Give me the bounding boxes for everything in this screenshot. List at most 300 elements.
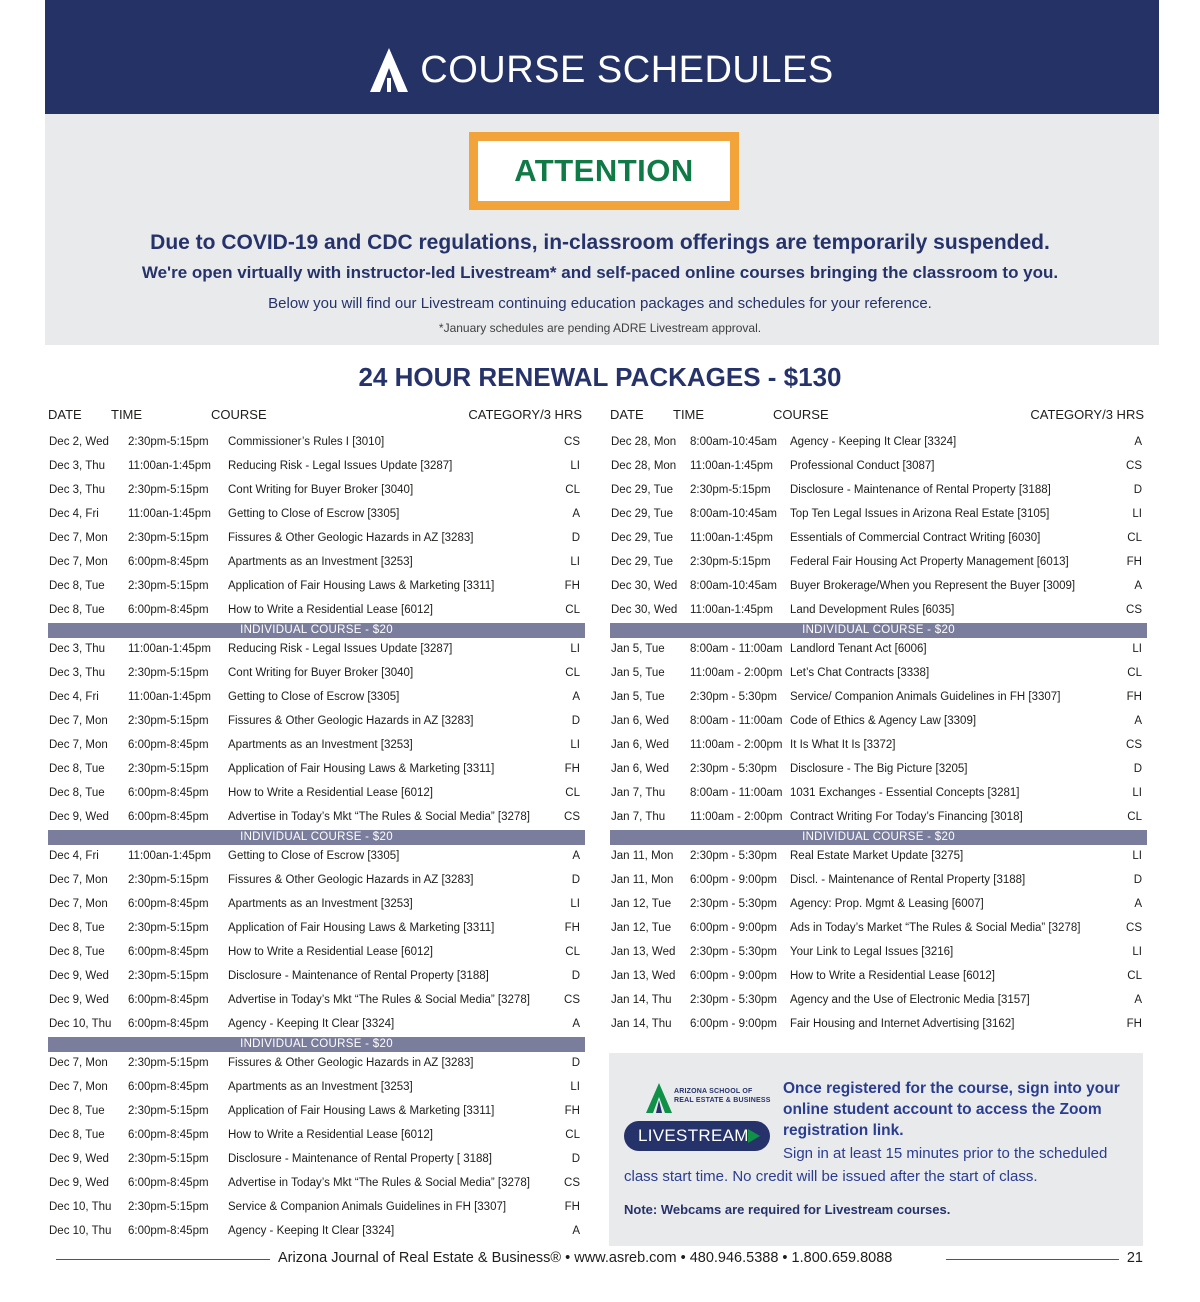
row-course: Service/ Companion Animals Guidelines in FH [3307] [790, 691, 1061, 703]
row-course: Application of Fair Housing Laws & Marketing [3311] [228, 580, 495, 592]
row-date: Dec 30, Wed [611, 580, 678, 592]
row-course: Top Ten Legal Issues in Arizona Real Estate [3105] [790, 508, 1050, 520]
row-time: 2:30pm - 5:30pm [690, 850, 777, 862]
row-date: Dec 10, Thu [49, 1201, 112, 1213]
row-course: Real Estate Market Update [3275] [790, 850, 964, 862]
row-date: Dec 8, Tue [49, 604, 105, 616]
row-course: Agency - Keeping It Clear [3324] [228, 1018, 395, 1030]
schedule-row [48, 479, 585, 503]
schedule-row [48, 869, 585, 893]
asreb-a-logo-icon [370, 48, 408, 92]
header-time: TIME [673, 407, 705, 422]
schedule-row [610, 686, 1147, 710]
row-category: CL [1127, 667, 1142, 679]
row-time: 2:30pm-5:15pm [128, 1105, 209, 1117]
row-course: Disclosure - Maintenance of Rental Property [ 3188] [228, 1153, 492, 1165]
row-course: Fissures & Other Geologic Hazards in AZ [3283] [228, 874, 474, 886]
schedule-row [48, 758, 585, 782]
row-category: A [572, 1225, 580, 1237]
schedule-row [610, 599, 1147, 623]
footer-text: Arizona Journal of Real Estate & Business® • www.asreb.com • 480.946.5388 • 1.800.659.8088 [278, 1250, 893, 1266]
row-time: 6:00pm-8:45pm [128, 994, 209, 1006]
row-date: Dec 28, Mon [611, 436, 677, 448]
row-category: CS [564, 1177, 580, 1189]
row-date: Dec 7, Mon [49, 556, 108, 568]
row-category: A [572, 508, 580, 520]
schedule-row [48, 686, 585, 710]
schedule-row [48, 551, 585, 575]
schedule-row [610, 782, 1147, 806]
row-date: Dec 8, Tue [49, 1129, 105, 1141]
info-note: Note: Webcams are required for Livestream courses. [624, 1202, 951, 1217]
row-course: Fissures & Other Geologic Hazards in AZ [3283] [228, 1057, 474, 1069]
schedule-row [610, 989, 1147, 1013]
row-time: 2:30pm-5:15pm [128, 1153, 209, 1165]
row-course: Federal Fair Housing Act Property Management [6013] [790, 556, 1069, 568]
schedule-row [610, 710, 1147, 734]
row-category: LI [570, 460, 580, 472]
row-category: FH [564, 922, 580, 934]
row-category: CS [564, 436, 580, 448]
schedule-row [610, 869, 1147, 893]
row-time: 2:30pm-5:15pm [128, 667, 209, 679]
row-category: A [1134, 994, 1142, 1006]
row-category: A [572, 1018, 580, 1030]
row-category: CL [565, 946, 580, 958]
row-date: Dec 8, Tue [49, 763, 105, 775]
livestream-info-box [609, 1053, 1143, 1246]
row-course: Apartments as an Investment [3253] [228, 898, 413, 910]
schedule-rows-right [610, 431, 1147, 1037]
row-date: Dec 10, Thu [49, 1018, 112, 1030]
row-category: CL [565, 787, 580, 799]
row-course: It Is What It Is [3372] [790, 739, 896, 751]
row-date: Dec 8, Tue [49, 787, 105, 799]
header-time: TIME [111, 407, 143, 422]
row-course: Disclosure - Maintenance of Rental Property [3188] [790, 484, 1051, 496]
row-course: How to Write a Residential Lease [6012] [790, 970, 995, 982]
row-course: Advertise in Today’s Mkt “The Rules & Social Media” [3278] [228, 811, 530, 823]
row-category: CL [1127, 811, 1142, 823]
row-date: Jan 6, Wed [611, 739, 669, 751]
schedule-row [610, 734, 1147, 758]
row-course: Getting to Close of Escrow [3305] [228, 508, 400, 520]
attention-label: ATTENTION [514, 153, 694, 188]
row-date: Dec 3, Thu [49, 667, 106, 679]
row-time: 2:30pm-5:15pm [128, 580, 209, 592]
row-date: Dec 29, Tue [611, 556, 674, 568]
row-time: 6:00pm-8:45pm [128, 739, 209, 751]
row-time: 6:00pm-8:45pm [128, 556, 209, 568]
row-category: LI [1132, 946, 1142, 958]
row-course: Agency - Keeping It Clear [3324] [228, 1225, 395, 1237]
row-course: Code of Ethics & Agency Law [3309] [790, 715, 977, 727]
header-category: CATEGORY/3 HRS [1030, 407, 1144, 422]
row-category: CS [1126, 739, 1142, 751]
row-category: LI [570, 898, 580, 910]
row-category: FH [1126, 691, 1142, 703]
row-time: 2:30pm-5:15pm [128, 922, 209, 934]
row-time: 11:00am - 2:00pm [690, 811, 783, 823]
notice-headline: Due to COVID-19 and CDC regulations, in-classroom offerings are temporarily suspended. [150, 231, 1050, 254]
info-instructions: Once registered for the course, sign into your online student account to access the Zoom registration link. [783, 1080, 1120, 1139]
row-time: 11:00an-1:45pm [128, 691, 211, 703]
row-course: Ads in Today’s Market “The Rules & Social Media” [3278] [790, 922, 1081, 934]
row-course: How to Write a Residential Lease [6012] [228, 1129, 433, 1141]
school-name-line2: REAL ESTATE & BUSINESS [674, 1097, 771, 1104]
row-date: Dec 7, Mon [49, 1057, 108, 1069]
row-time: 2:30pm-5:15pm [690, 484, 771, 496]
schedule-row [48, 1196, 585, 1220]
row-category: FH [564, 1201, 580, 1213]
row-date: Dec 9, Wed [49, 1177, 109, 1189]
schedule-row [610, 965, 1147, 989]
row-time: 11:00an-1:45pm [128, 460, 211, 472]
row-time: 2:30pm-5:15pm [128, 532, 209, 544]
row-course: Application of Fair Housing Laws & Marketing [3311] [228, 1105, 495, 1117]
schedule-row [610, 662, 1147, 686]
schedule-rows-left [48, 431, 585, 1244]
package-divider: INDIVIDUAL COURSE - $20 [610, 830, 1147, 845]
row-course: Disclosure - The Big Picture [3205] [790, 763, 968, 775]
row-time: 11:00am - 2:00pm [690, 739, 783, 751]
header-course: COURSE [773, 407, 829, 422]
package-divider: INDIVIDUAL COURSE - $20 [610, 623, 1147, 638]
row-category: D [1133, 763, 1142, 775]
row-date: Jan 6, Wed [611, 763, 669, 775]
schedule-row [610, 551, 1147, 575]
row-time: 8:00am - 11:00am [690, 643, 783, 655]
row-category: D [1133, 484, 1142, 496]
row-course: Getting to Close of Escrow [3305] [228, 691, 400, 703]
schedule-row [610, 638, 1147, 662]
row-category: D [571, 874, 580, 886]
page-title: COURSE SCHEDULES [420, 48, 834, 91]
row-course: Professional Conduct [3087] [790, 460, 935, 472]
row-date: Jan 5, Tue [611, 691, 665, 703]
schedule-row [610, 917, 1147, 941]
row-category: FH [564, 763, 580, 775]
row-time: 8:00am-10:45am [690, 580, 777, 592]
row-date: Dec 29, Tue [611, 532, 674, 544]
schedule-row [48, 1052, 585, 1076]
row-time: 6:00pm-8:45pm [128, 1225, 209, 1237]
row-date: Dec 7, Mon [49, 874, 108, 886]
livestream-label: LIVESTREAM [638, 1126, 749, 1145]
row-course: How to Write a Residential Lease [6012] [228, 787, 433, 799]
row-category: CS [1126, 922, 1142, 934]
schedule-row [48, 1013, 585, 1037]
row-course: Fair Housing and Internet Advertising [3162] [790, 1018, 1015, 1030]
row-category: CL [565, 604, 580, 616]
row-category: CL [565, 667, 580, 679]
schedule-row [610, 941, 1147, 965]
row-time: 6:00pm - 9:00pm [690, 970, 777, 982]
row-category: LI [1132, 787, 1142, 799]
footer-rule-left [56, 1259, 270, 1260]
row-time: 2:30pm - 5:30pm [690, 691, 777, 703]
row-date: Dec 8, Tue [49, 580, 105, 592]
notice-footnote: *January schedules are pending ADRE Livestream approval. [438, 321, 762, 335]
row-time: 2:30pm - 5:30pm [690, 994, 777, 1006]
row-date: Dec 2, Wed [49, 436, 109, 448]
schedule-row [48, 1220, 585, 1244]
header-band [45, 0, 1159, 114]
row-date: Jan 5, Tue [611, 643, 665, 655]
row-course: Cont Writing for Buyer Broker [3040] [228, 667, 414, 679]
schedule-row [610, 527, 1147, 551]
row-date: Dec 29, Tue [611, 508, 674, 520]
row-time: 2:30pm-5:15pm [690, 556, 771, 568]
livestream-logo [624, 1083, 772, 1153]
notice-subheadline: We're open virtually with instructor-led Livestream* and self-paced online courses bringing the classroom to you. [141, 263, 1059, 282]
row-course: Apartments as an Investment [3253] [228, 556, 413, 568]
row-time: 11:00an-1:45pm [128, 643, 211, 655]
row-time: 2:30pm-5:15pm [128, 436, 209, 448]
footer-rule-right [946, 1259, 1119, 1260]
row-time: 2:30pm-5:15pm [128, 874, 209, 886]
schedule-row [610, 479, 1147, 503]
row-date: Dec 7, Mon [49, 739, 108, 751]
row-course: 1031 Exchanges - Essential Concepts [3281] [790, 787, 1020, 799]
schedule-row [610, 431, 1147, 455]
row-time: 11:00an-1:45pm [128, 850, 211, 862]
row-time: 2:30pm - 5:30pm [690, 898, 777, 910]
row-date: Jan 11, Mon [611, 850, 674, 862]
row-category: D [571, 532, 580, 544]
schedule-row [610, 806, 1147, 830]
row-time: 2:30pm-5:15pm [128, 484, 209, 496]
row-category: CS [564, 994, 580, 1006]
info-timing-line2: class start time. No credit will be issued after the start of class. [624, 1168, 1038, 1185]
row-category: A [1134, 580, 1142, 592]
row-date: Dec 28, Mon [611, 460, 677, 472]
schedule-row [48, 965, 585, 989]
row-time: 6:00pm-8:45pm [128, 1177, 209, 1189]
row-course: Your Link to Legal Issues [3216] [790, 946, 954, 958]
schedule-row [48, 455, 585, 479]
row-category: A [572, 691, 580, 703]
row-category: A [1134, 436, 1142, 448]
row-date: Dec 7, Mon [49, 898, 108, 910]
play-arrow-icon [748, 1129, 760, 1143]
row-date: Jan 13, Wed [611, 970, 676, 982]
row-category: A [1134, 715, 1142, 727]
row-course: Agency - Keeping It Clear [3324] [790, 436, 957, 448]
row-category: FH [1126, 556, 1142, 568]
schedule-row [48, 845, 585, 869]
row-course: Fissures & Other Geologic Hazards in AZ [3283] [228, 715, 474, 727]
row-category: LI [1132, 643, 1142, 655]
row-time: 6:00pm-8:45pm [128, 1018, 209, 1030]
row-category: D [571, 1057, 580, 1069]
header-date: DATE [610, 407, 644, 422]
row-date: Jan 6, Wed [611, 715, 669, 727]
info-timing-line1: Sign in at least 15 minutes prior to the scheduled [783, 1145, 1108, 1162]
row-date: Dec 10, Thu [49, 1225, 112, 1237]
row-category: LI [570, 1081, 580, 1093]
row-date: Dec 4, Fri [49, 691, 99, 703]
schedule-row [610, 1013, 1147, 1037]
header-date: DATE [48, 407, 82, 422]
row-time: 6:00pm - 9:00pm [690, 1018, 777, 1030]
row-date: Dec 8, Tue [49, 922, 105, 934]
school-name [674, 1087, 771, 1105]
row-course: Reducing Risk - Legal Issues Update [3287] [228, 460, 453, 472]
schedule-row [48, 806, 585, 830]
row-category: LI [1132, 850, 1142, 862]
row-date: Dec 7, Mon [49, 715, 108, 727]
row-time: 2:30pm - 5:30pm [690, 763, 777, 775]
schedule-row [48, 431, 585, 455]
row-time: 2:30pm-5:15pm [128, 1057, 209, 1069]
row-category: CS [564, 811, 580, 823]
row-course: Apartments as an Investment [3253] [228, 739, 413, 751]
row-time: 2:30pm-5:15pm [128, 715, 209, 727]
row-course: Agency: Prop. Mgmt & Leasing [6007] [790, 898, 984, 910]
row-category: A [1134, 898, 1142, 910]
row-course: Essentials of Commercial Contract Writing [6030] [790, 532, 1041, 544]
row-date: Dec 3, Thu [49, 643, 106, 655]
row-category: D [571, 970, 580, 982]
row-time: 11:00an-1:45pm [690, 460, 773, 472]
schedule-row [48, 575, 585, 599]
row-time: 6:00pm-8:45pm [128, 787, 209, 799]
row-date: Dec 3, Thu [49, 484, 106, 496]
row-date: Jan 11, Mon [611, 874, 674, 886]
row-date: Dec 4, Fri [49, 850, 99, 862]
schedule-row [48, 503, 585, 527]
row-course: Disclosure - Maintenance of Rental Property [3188] [228, 970, 489, 982]
schedule-row [48, 1100, 585, 1124]
row-course: How to Write a Residential Lease [6012] [228, 604, 433, 616]
row-course: Advertise in Today’s Mkt “The Rules & Social Media” [3278] [228, 1177, 530, 1189]
schedule-row [48, 989, 585, 1013]
row-date: Jan 14, Thu [611, 994, 672, 1006]
header-category: CATEGORY/3 HRS [468, 407, 582, 422]
row-course: Discl. - Maintenance of Rental Property [3188] [790, 874, 1026, 886]
row-date: Dec 9, Wed [49, 970, 109, 982]
notice-body: Below you will find our Livestream continuing education packages and schedules for your reference. [268, 295, 932, 312]
row-course: Landlord Tenant Act [6006] [790, 643, 927, 655]
schedule-row [48, 527, 585, 551]
schedule-row [610, 845, 1147, 869]
row-course: Fissures & Other Geologic Hazards in AZ [3283] [228, 532, 474, 544]
row-course: Apartments as an Investment [3253] [228, 1081, 413, 1093]
row-category: LI [570, 739, 580, 751]
row-category: LI [570, 556, 580, 568]
row-category: CL [565, 1129, 580, 1141]
row-category: FH [1126, 1018, 1142, 1030]
package-divider: INDIVIDUAL COURSE - $20 [48, 623, 585, 638]
schedule-row [48, 782, 585, 806]
row-time: 11:00an-1:45pm [690, 532, 773, 544]
row-time: 11:00an-1:45pm [690, 604, 773, 616]
row-time: 6:00pm - 9:00pm [690, 922, 777, 934]
row-date: Dec 30, Wed [611, 604, 678, 616]
row-date: Jan 5, Tue [611, 667, 665, 679]
page-footer [56, 1249, 1143, 1269]
row-date: Jan 12, Tue [611, 898, 672, 910]
row-course: Application of Fair Housing Laws & Marketing [3311] [228, 763, 495, 775]
schedule-row [48, 1148, 585, 1172]
schedule-row [48, 662, 585, 686]
row-date: Jan 13, Wed [611, 946, 676, 958]
row-time: 6:00pm-8:45pm [128, 898, 209, 910]
schedule-row [610, 893, 1147, 917]
row-time: 6:00pm-8:45pm [128, 811, 209, 823]
row-category: LI [570, 643, 580, 655]
header-course: COURSE [211, 407, 267, 422]
row-time: 8:00am-10:45am [690, 508, 777, 520]
row-category: FH [564, 1105, 580, 1117]
row-category: D [571, 1153, 580, 1165]
row-date: Dec 8, Tue [49, 1105, 105, 1117]
column-header [610, 405, 1147, 427]
schedule-column-left [48, 405, 585, 1244]
row-category: CL [1127, 532, 1142, 544]
school-name-line1: ARIZONA SCHOOL OF [674, 1088, 753, 1095]
row-time: 11:00an-1:45pm [128, 508, 211, 520]
row-course: Application of Fair Housing Laws & Marketing [3311] [228, 922, 495, 934]
row-category: D [1133, 874, 1142, 886]
row-time: 2:30pm-5:15pm [128, 1201, 209, 1213]
row-time: 2:30pm-5:15pm [128, 763, 209, 775]
section-title: 24 HOUR RENEWAL PACKAGES - $130 [358, 362, 842, 392]
row-date: Jan 7, Thu [611, 787, 666, 799]
row-date: Jan 12, Tue [611, 922, 672, 934]
row-course: Cont Writing for Buyer Broker [3040] [228, 484, 414, 496]
row-category: D [571, 715, 580, 727]
row-time: 2:30pm-5:15pm [128, 970, 209, 982]
row-time: 6:00pm-8:45pm [128, 946, 209, 958]
row-category: CS [1126, 460, 1142, 472]
schedule-row [48, 1076, 585, 1100]
row-category: CL [1127, 970, 1142, 982]
row-time: 6:00pm-8:45pm [128, 1081, 209, 1093]
schedule-row [610, 503, 1147, 527]
row-date: Dec 29, Tue [611, 484, 674, 496]
row-course: Buyer Brokerage/When you Represent the Buyer [3009] [790, 580, 1076, 592]
row-date: Dec 9, Wed [49, 1153, 109, 1165]
column-header [48, 405, 585, 427]
row-course: Let’s Chat Contracts [3338] [790, 667, 930, 679]
row-course: Reducing Risk - Legal Issues Update [3287] [228, 643, 453, 655]
row-date: Dec 4, Fri [49, 508, 99, 520]
asreb-a-logo-icon [646, 1083, 672, 1113]
row-course: Agency and the Use of Electronic Media [3157] [790, 994, 1030, 1006]
attention-box [469, 132, 739, 210]
schedule-row [48, 941, 585, 965]
row-time: 11:00am - 2:00pm [690, 667, 783, 679]
row-date: Dec 7, Mon [49, 1081, 108, 1093]
schedule-column-right [610, 405, 1147, 1037]
schedule-row [610, 575, 1147, 599]
row-category: FH [564, 580, 580, 592]
row-time: 6:00pm-8:45pm [128, 604, 209, 616]
row-time: 6:00pm-8:45pm [128, 1129, 209, 1141]
schedule-row [48, 893, 585, 917]
page-number: 21 [1126, 1250, 1143, 1266]
row-course: How to Write a Residential Lease [6012] [228, 946, 433, 958]
package-divider: INDIVIDUAL COURSE - $20 [48, 1037, 585, 1052]
schedule-row [48, 638, 585, 662]
row-time: 8:00am - 11:00am [690, 787, 783, 799]
row-date: Dec 9, Wed [49, 811, 109, 823]
schedule-row [48, 1124, 585, 1148]
row-category: A [572, 850, 580, 862]
row-date: Jan 14, Thu [611, 1018, 672, 1030]
